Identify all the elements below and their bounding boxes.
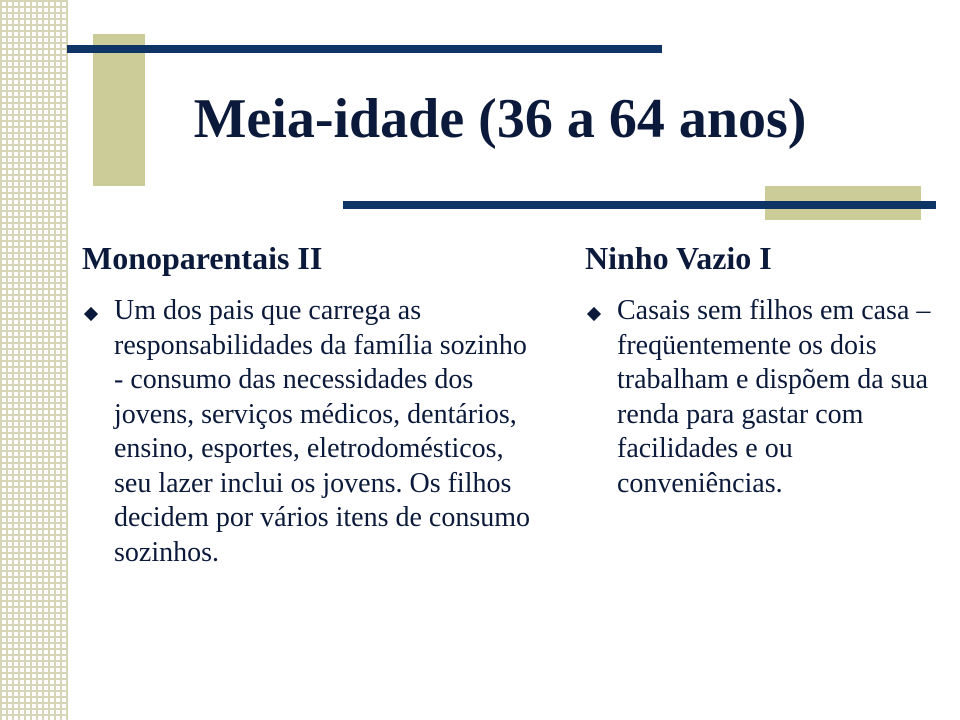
diamond-bullet-icon [587,307,601,321]
side-pattern-decoration [0,0,68,720]
right-bullet-text: Casais sem filhos em casa – freqüentemente os dois trabalham e dispõem da sua renda para gastar com facilidades e ou conveniências. [617,295,931,499]
right-column [585,236,945,501]
right-column-heading: Ninho Vazio I [585,240,772,276]
slide-title: Meia-idade (36 a 64 anos) [193,88,807,150]
left-column [82,236,542,570]
left-bullet-item [82,294,542,570]
right-bullet-item [585,294,945,501]
left-bullet-text: Um dos pais que carrega as responsabilidades da família sozinho - consumo das necessidades dos jovens, serviços médicos, dentários, ensino, esportes, eletrodomésticos, seu lazer inclui os jovens. Os filhos decidem por vários itens de consumo sozinhos. [114,295,531,568]
navy-rule-top [67,45,662,53]
diamond-bullet-icon [84,307,98,321]
navy-rule-bottom [343,201,936,209]
left-column-heading: Monoparentais II [82,240,323,276]
